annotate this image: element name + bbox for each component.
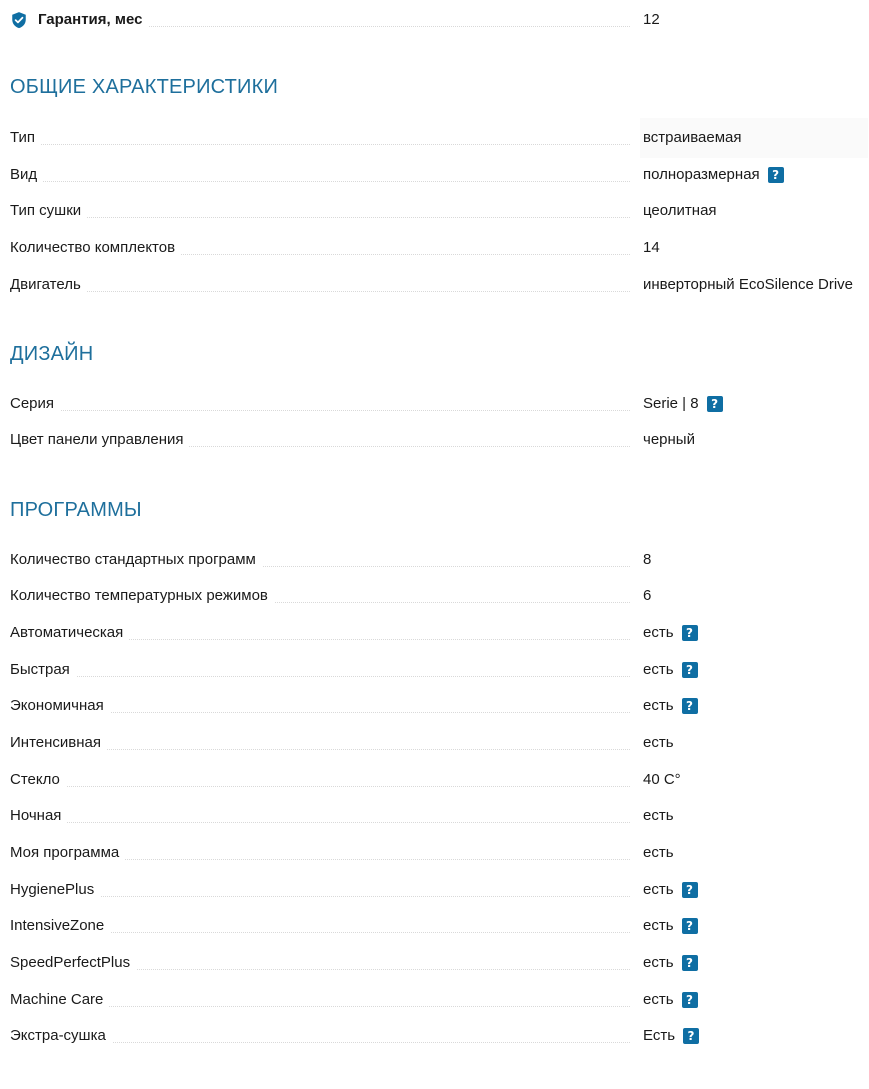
help-icon[interactable]: ? [682,918,698,934]
spec-value: 6 [643,587,652,604]
spec-row [0,1021,869,1051]
help-icon[interactable]: ? [682,882,698,898]
spec-label: Ночная [10,801,67,831]
spec-row [0,545,869,575]
spec-label: Гарантия, мес [38,5,148,35]
spec-value: 12 [643,11,660,28]
spec-value: Serie | 8 ? [643,389,723,419]
spec-row [0,618,869,648]
help-icon[interactable]: ? [707,396,723,412]
help-icon[interactable]: ? [768,167,784,183]
spec-label: Вид [10,160,43,190]
spec-row-warranty [0,5,869,35]
spec-value: есть ? [643,985,698,1015]
spec-value: встраиваемая [643,129,742,146]
spec-row [0,123,869,153]
spec-row [0,985,869,1015]
spec-label: Количество комплектов [10,233,181,263]
spec-row [0,691,869,721]
section-title-programs: ПРОГРАММЫ [10,499,142,521]
dotted-leader [10,291,630,292]
spec-value: цеолитная [643,202,717,219]
spec-row [0,196,869,226]
spec-value: есть ? [643,691,698,721]
spec-row [0,270,869,300]
help-icon[interactable]: ? [682,992,698,1008]
spec-value: есть [643,807,674,824]
spec-label: IntensiveZone [10,911,110,941]
spec-value: есть ? [643,911,698,941]
spec-label: Интенсивная [10,728,107,758]
spec-value: инверторный EcoSilence Drive [643,276,854,293]
section-title-design: ДИЗАЙН [10,343,94,365]
spec-label: Цвет панели управления [10,425,189,455]
spec-row [0,581,869,611]
spec-row [0,233,869,263]
spec-row [0,160,869,190]
dotted-leader [10,181,630,182]
spec-row [0,875,869,905]
help-icon[interactable]: ? [682,662,698,678]
dotted-leader [10,676,630,677]
spec-label: Тип [10,123,41,153]
spec-label: Экстра-сушка [10,1021,112,1051]
dotted-leader [10,786,630,787]
spec-value: Есть ? [643,1021,699,1051]
spec-label: Количество стандартных программ [10,545,262,575]
spec-label: SpeedPerfectPlus [10,948,136,978]
shield-check-icon [10,11,28,29]
spec-label: Моя программа [10,838,125,868]
help-icon[interactable]: ? [682,955,698,971]
help-icon[interactable]: ? [683,1028,699,1044]
spec-value: 14 [643,239,660,256]
spec-row [0,389,869,419]
dotted-leader [10,822,630,823]
spec-label: Количество температурных режимов [10,581,274,611]
spec-row [0,728,869,758]
spec-label: Тип сушки [10,196,87,226]
spec-value: черный [643,431,695,448]
spec-row [0,911,869,941]
spec-value: есть [643,734,674,751]
spec-label: Автоматическая [10,618,129,648]
spec-label: Экономичная [10,691,110,721]
spec-label: Двигатель [10,270,87,300]
spec-label: Серия [10,389,60,419]
spec-row [0,948,869,978]
spec-value: 8 [643,551,652,568]
spec-label: Стекло [10,765,66,795]
spec-row [0,655,869,685]
dotted-leader [10,896,630,897]
spec-row [0,801,869,831]
spec-value: 40 C° [643,771,681,788]
section-title-general: ОБЩИЕ ХАРАКТЕРИСТИКИ [10,76,279,98]
spec-value: есть ? [643,618,698,648]
spec-row [0,425,869,455]
help-icon[interactable]: ? [682,625,698,641]
spec-label: HygienePlus [10,875,100,905]
dotted-leader [10,144,630,145]
spec-value: есть ? [643,875,698,905]
spec-value: есть ? [643,655,698,685]
dotted-leader [10,217,630,218]
spec-value: полноразмерная ? [643,160,784,190]
spec-row [0,765,869,795]
spec-label: Machine Care [10,985,109,1015]
dotted-leader [10,410,630,411]
help-icon[interactable]: ? [682,698,698,714]
spec-row [0,838,869,868]
spec-value: есть [643,844,674,861]
spec-value: есть ? [643,948,698,978]
spec-label: Быстрая [10,655,76,685]
